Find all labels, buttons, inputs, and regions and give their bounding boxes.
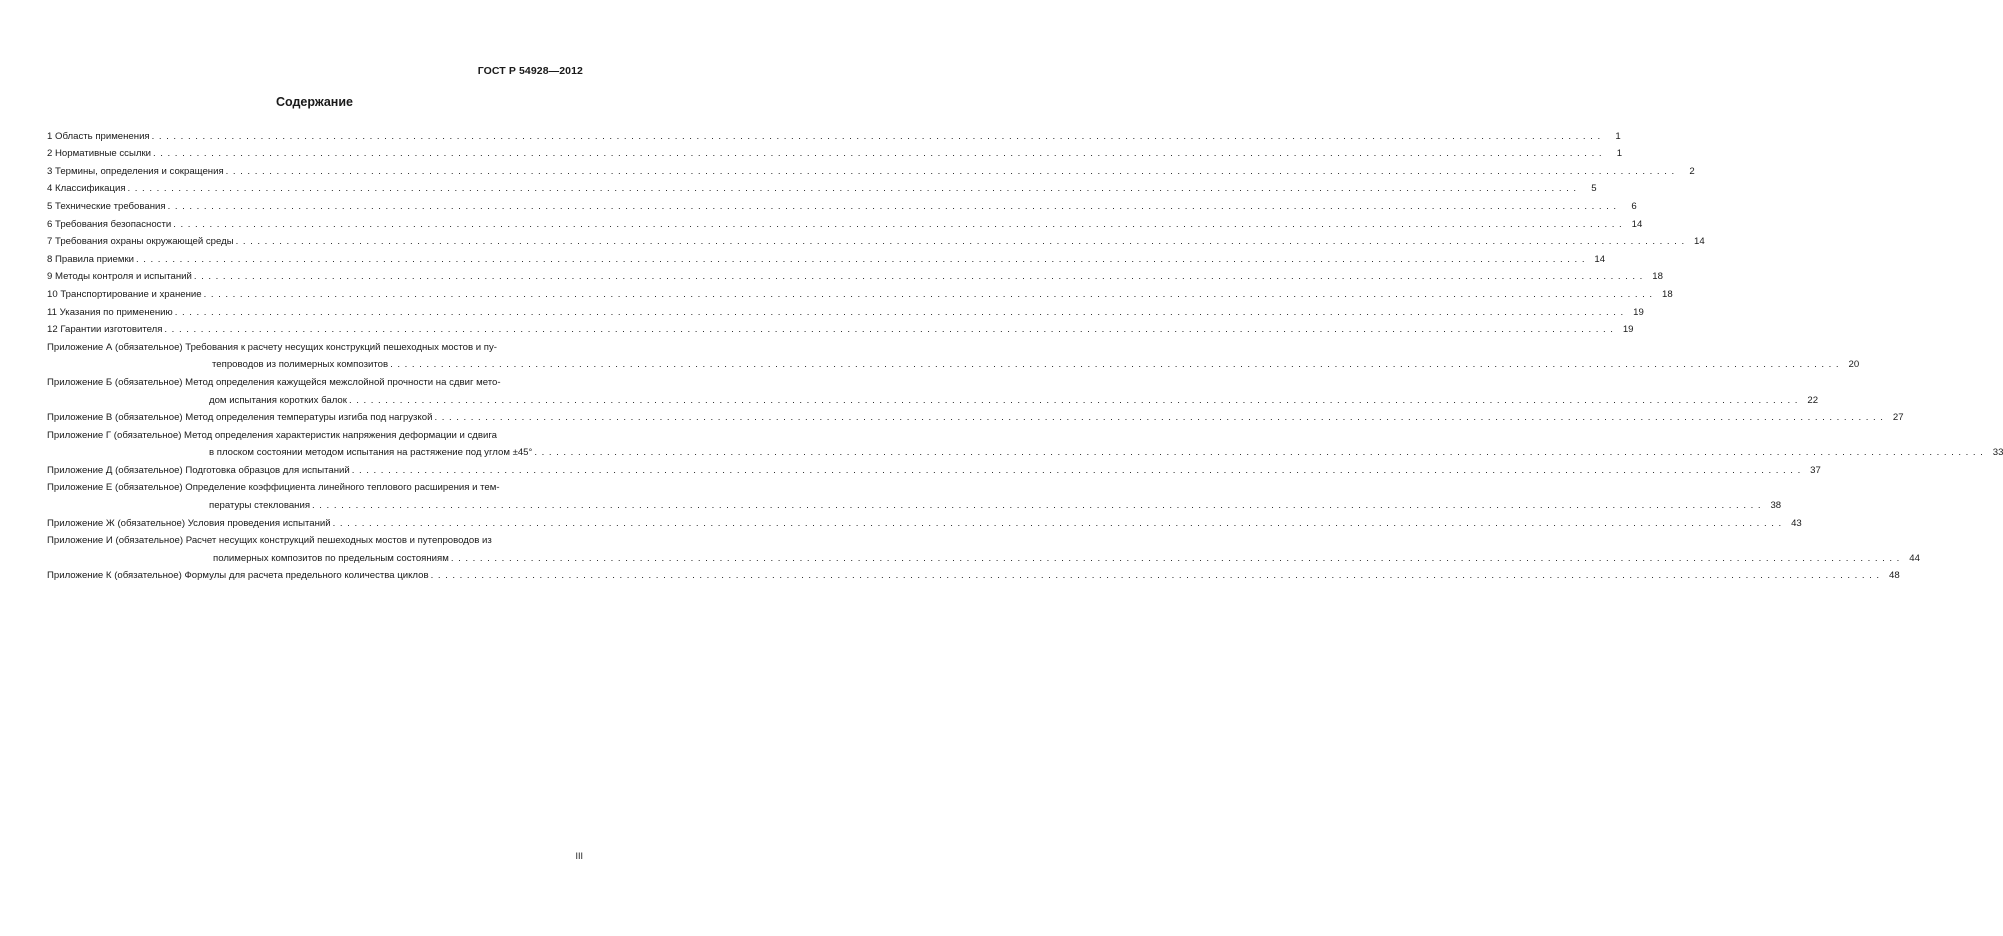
toc-entry[interactable] — [47, 336, 1860, 371]
toc-page-number: 6 — [1631, 200, 1637, 212]
toc-page-number: 14 — [1631, 218, 1643, 230]
dot-leader: ........................................................................................................................................................................................................ — [534, 447, 1988, 459]
page-number-roman: III — [575, 851, 583, 861]
toc-entry-text: Приложение Г (обязательное) Метод определения характеристик напряжения деформации и сдвига — [47, 429, 497, 441]
toc-entry-text: 3 Термины, определения и сокращения — [47, 165, 224, 177]
toc-entry-text: Приложение К (обязательное) Формулы для расчета предельного количества циклов — [47, 570, 429, 582]
toc-entry[interactable] — [47, 512, 1802, 530]
toc-page-number: 43 — [1791, 517, 1802, 529]
toc-page-number: 48 — [1889, 570, 1900, 582]
dot-leader: ........................................................................................................................................................................................................ — [127, 183, 1581, 195]
toc-entry[interactable] — [47, 266, 1663, 284]
dot-leader: ........................................................................................................................................................................................................ — [164, 324, 1618, 336]
dot-leader: ........................................................................................................................................................................................................ — [235, 236, 1689, 248]
toc-entry-text: 9 Методы контроля и испытаний — [47, 271, 192, 283]
toc-entry[interactable] — [47, 178, 1597, 196]
toc-entry[interactable] — [47, 143, 1623, 161]
dot-leader: ........................................................................................................................................................................................................ — [332, 517, 1786, 529]
toc-entry[interactable] — [47, 213, 1643, 231]
toc-entry[interactable] — [47, 459, 1821, 477]
toc-entry-text: 5 Технические требования — [47, 200, 166, 212]
toc-entry-text: 1 Область применения — [47, 130, 150, 142]
toc-page-number: 20 — [1848, 359, 1860, 371]
toc-page-number: 33 — [1992, 447, 2003, 459]
toc-entry-text: Приложение Б (обязательное) Метод определения кажущейся межслойной прочности на сдвиг мето- — [47, 376, 501, 388]
dot-leader: ........................................................................................................................................................................................................ — [173, 218, 1627, 230]
toc-entry[interactable] — [47, 371, 1819, 406]
toc-entry[interactable] — [47, 283, 1673, 301]
dot-leader: ........................................................................................................................................................................................................ — [312, 500, 1766, 512]
toc-entry[interactable] — [47, 301, 1644, 319]
toc-entry[interactable] — [47, 248, 1606, 266]
toc-entry-text: 11 Указания по применению — [47, 306, 173, 318]
toc-entry[interactable] — [47, 530, 1920, 565]
toc-page-number: 27 — [1892, 412, 1904, 424]
toc-entry-text: пературы стеклования — [209, 500, 311, 512]
dot-leader: ........................................................................................................................................................................................................ — [450, 552, 1904, 564]
toc-entry[interactable] — [47, 125, 1621, 143]
toc-title: Содержание — [275, 95, 353, 109]
toc-entry-text: 12 Гарантии изготовителя — [47, 324, 163, 336]
dot-leader: ........................................................................................................................................................................................................ — [390, 359, 1844, 371]
toc-entry[interactable] — [47, 565, 1900, 583]
toc-entry-text: Приложение Д (обязательное) Подготовка образцов для испытаний — [47, 464, 350, 476]
toc-page-number: 37 — [1810, 464, 1821, 476]
toc-entry-text: полимерных композитов по предельным состояниям — [213, 552, 449, 564]
toc-entry-text: Приложение Ж (обязательное) Условия проведения испытаний — [47, 517, 331, 529]
toc-entry-text: тепроводов из полимерных композитов — [212, 359, 389, 371]
toc-page-number: 2 — [1689, 165, 1695, 177]
toc-entry-text: 6 Требования безопасности — [47, 218, 172, 230]
toc-page-number: 19 — [1633, 306, 1644, 318]
toc-entry-text: Приложение В (обязательное) Метод определения температуры изгиба под нагрузкой — [47, 412, 433, 424]
dot-leader: ........................................................................................................................................................................................................ — [153, 148, 1607, 160]
toc-entry-text: 4 Классификация — [47, 183, 126, 195]
toc-entry-text: Приложение А (обязательное) Требования к расчету несущих конструкций пешеходных мостов и пу- — [47, 341, 497, 353]
dot-leader: ........................................................................................................................................................................................................ — [430, 570, 1884, 582]
toc-entry-text: Приложение И (обязательное) Расчет несущих конструкций пешеходных мостов и путепроводов из — [47, 535, 492, 547]
dot-leader: ........................................................................................................................................................................................................ — [136, 253, 1590, 265]
toc-entry-text: 10 Транспортирование и хранение — [47, 288, 202, 300]
dot-leader: ........................................................................................................................................................................................................ — [167, 200, 1621, 212]
toc-page-number: 14 — [1594, 253, 1606, 265]
dot-leader: ........................................................................................................................................................................................................ — [203, 288, 1657, 300]
toc-entry-text: 2 Нормативные ссылки — [47, 148, 152, 160]
toc-entry[interactable] — [47, 231, 1705, 249]
toc-entry[interactable] — [47, 477, 1782, 512]
toc-page-number: 5 — [1591, 183, 1597, 195]
toc-page-number: 18 — [1652, 271, 1663, 283]
toc-entry-text: 8 Правила приемки — [47, 253, 134, 265]
dot-leader: ........................................................................................................................................................................................................ — [434, 412, 1888, 424]
toc-page-number: 19 — [1622, 324, 1634, 336]
toc-entry[interactable] — [47, 424, 2003, 459]
dot-leader: ........................................................................................................................................................................................................ — [174, 306, 1628, 318]
toc-entry[interactable] — [47, 407, 1904, 425]
dot-leader: ........................................................................................................................................................................................................ — [225, 165, 1679, 177]
dot-leader: ........................................................................................................................................................................................................ — [193, 271, 1647, 283]
toc-page-number: 22 — [1807, 394, 1819, 406]
toc-entry[interactable] — [47, 319, 1634, 337]
toc-entry-text: дом испытания коротких балок — [209, 394, 347, 406]
toc-entry[interactable] — [47, 195, 1637, 213]
dot-leader: ........................................................................................................................................................................................................ — [351, 464, 1805, 476]
dot-leader: ........................................................................................................................................................................................................ — [151, 130, 1605, 142]
toc-page-number: 1 — [1616, 148, 1623, 160]
toc-page-number: 38 — [1770, 500, 1782, 512]
toc-page-number: 18 — [1662, 288, 1673, 300]
standard-code: ГОСТ Р 54928—2012 — [477, 65, 583, 77]
toc-entry-text: в плоском состоянии методом испытания на растяжение под углом ±45° — [209, 447, 533, 459]
toc-entry[interactable] — [47, 160, 1695, 178]
toc-entry-text: Приложение Е (обязательное) Определение коэффициента линейного теплового расширения и тем- — [47, 482, 500, 494]
toc-page-number: 44 — [1909, 552, 1920, 564]
table-of-contents — [47, 125, 2003, 582]
dot-leader: ........................................................................................................................................................................................................ — [348, 394, 1803, 406]
toc-entry-text: 7 Требования охраны окружающей среды — [47, 236, 234, 248]
toc-page-number: 14 — [1694, 236, 1705, 248]
toc-page-number: 1 — [1615, 130, 1621, 142]
